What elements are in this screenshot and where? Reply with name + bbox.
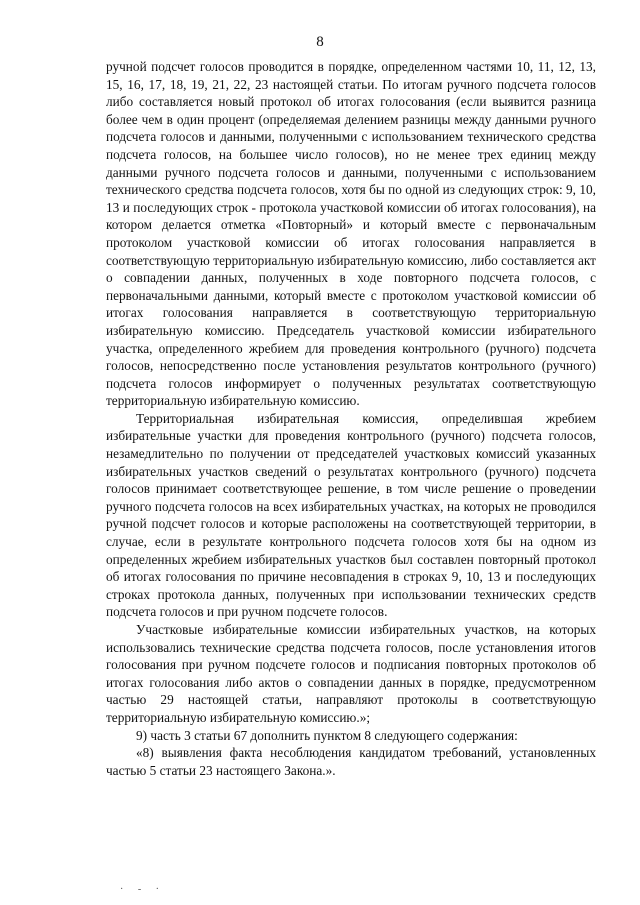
- paragraph: ручной подсчет голосов проводится в порядке, определенном частями 10, 11, 12, 13, 15, 16, 17, 18, 19, 21, 22, 23 настоящей статьи. По итогам ручного подсчета голосов либо составляется новый протокол об итогах голосования (если выявится разница более чем в один процент (определяемая делением разницы между данными ручного подсчета голосов и данными, полученными с использованием технического средства подсчета голосов, на большее число голосов), но не менее трех единиц между данными ручного подсчета голосов и данными, полученными с использованием технического средства подсчета голосов, хотя бы по одной из следующих строк: 9, 10, 13 и последующих строк - протокола участковой комиссии об итогах голосования), на котором делается отметка «Повторный» и который вместе с первоначальным протоколом участковой комиссии об итогах голосования направляется в соответствующую территориальную избирательную комиссию, либо составляется акт о совпадении данных, полученных в ходе повторного подсчета голосов, с первоначальными данными, который вместе с протоколом участковой комиссии об итогах голосования направляется в соответствующую территориальную избирательную комиссию. Председатель участковой комиссии избирательного участка, определенного жребием для проведения контрольного (ручного) подсчета голосов, непосредственно после установления результатов контрольного (ручного) подсчета голосов информирует о полученных результатах соответствующую территориальную избирательную комиссию.: [106, 59, 596, 409]
- paragraph: Территориальная избирательная комиссия, определившая жребием избирательные участки для проведения контрольного (ручного) подсчета голосов, незамедлительно по получении от председателей участковых комиссий указанных избирательных участков сведений о результатах контрольного (ручного) подсчета голосов принимает соответствующее решение, в том числе решение о проведении ручного подсчета голосов на всех избирательных участках, на которых не проводился ручной подсчет голосов и которые расположены на соответствующей территории, в случае, если в результате контрольного подсчета голосов хотя бы на одном из определенных жребием избирательных участков был составлен повторный протокол об итогах голосования по причине несовпадения в строках 9, 10, 13 и последующих строках протокола данных, полученных при использовании технических средств подсчета голосов и при ручном подсчете голосов.: [106, 410, 596, 620]
- page-number: 8: [316, 34, 324, 50]
- document-body: [106, 58, 596, 779]
- scan-artifact: · ‐ ·: [120, 884, 165, 895]
- paragraph: 9) часть 3 статьи 67 дополнить пунктом 8 следующего содержания:: [136, 727, 518, 743]
- paragraph: Участковые избирательные комиссии избирательных участков, на которых использовались технические средства подсчета голосов, после установления итогов голосования при ручном подсчете голосов и подписания повторных протоколов об итогах голосования либо актов о совпадении данных в порядке, предусмотренном частью 29 настоящей статьи, направляют протоколы в соответствующую территориальную избирательную комиссию.»;: [106, 622, 596, 725]
- paragraph: «8) выявления факта несоблюдения кандидатом требований, установленных частью 5 статьи 23 настоящего Закона.».: [106, 745, 596, 778]
